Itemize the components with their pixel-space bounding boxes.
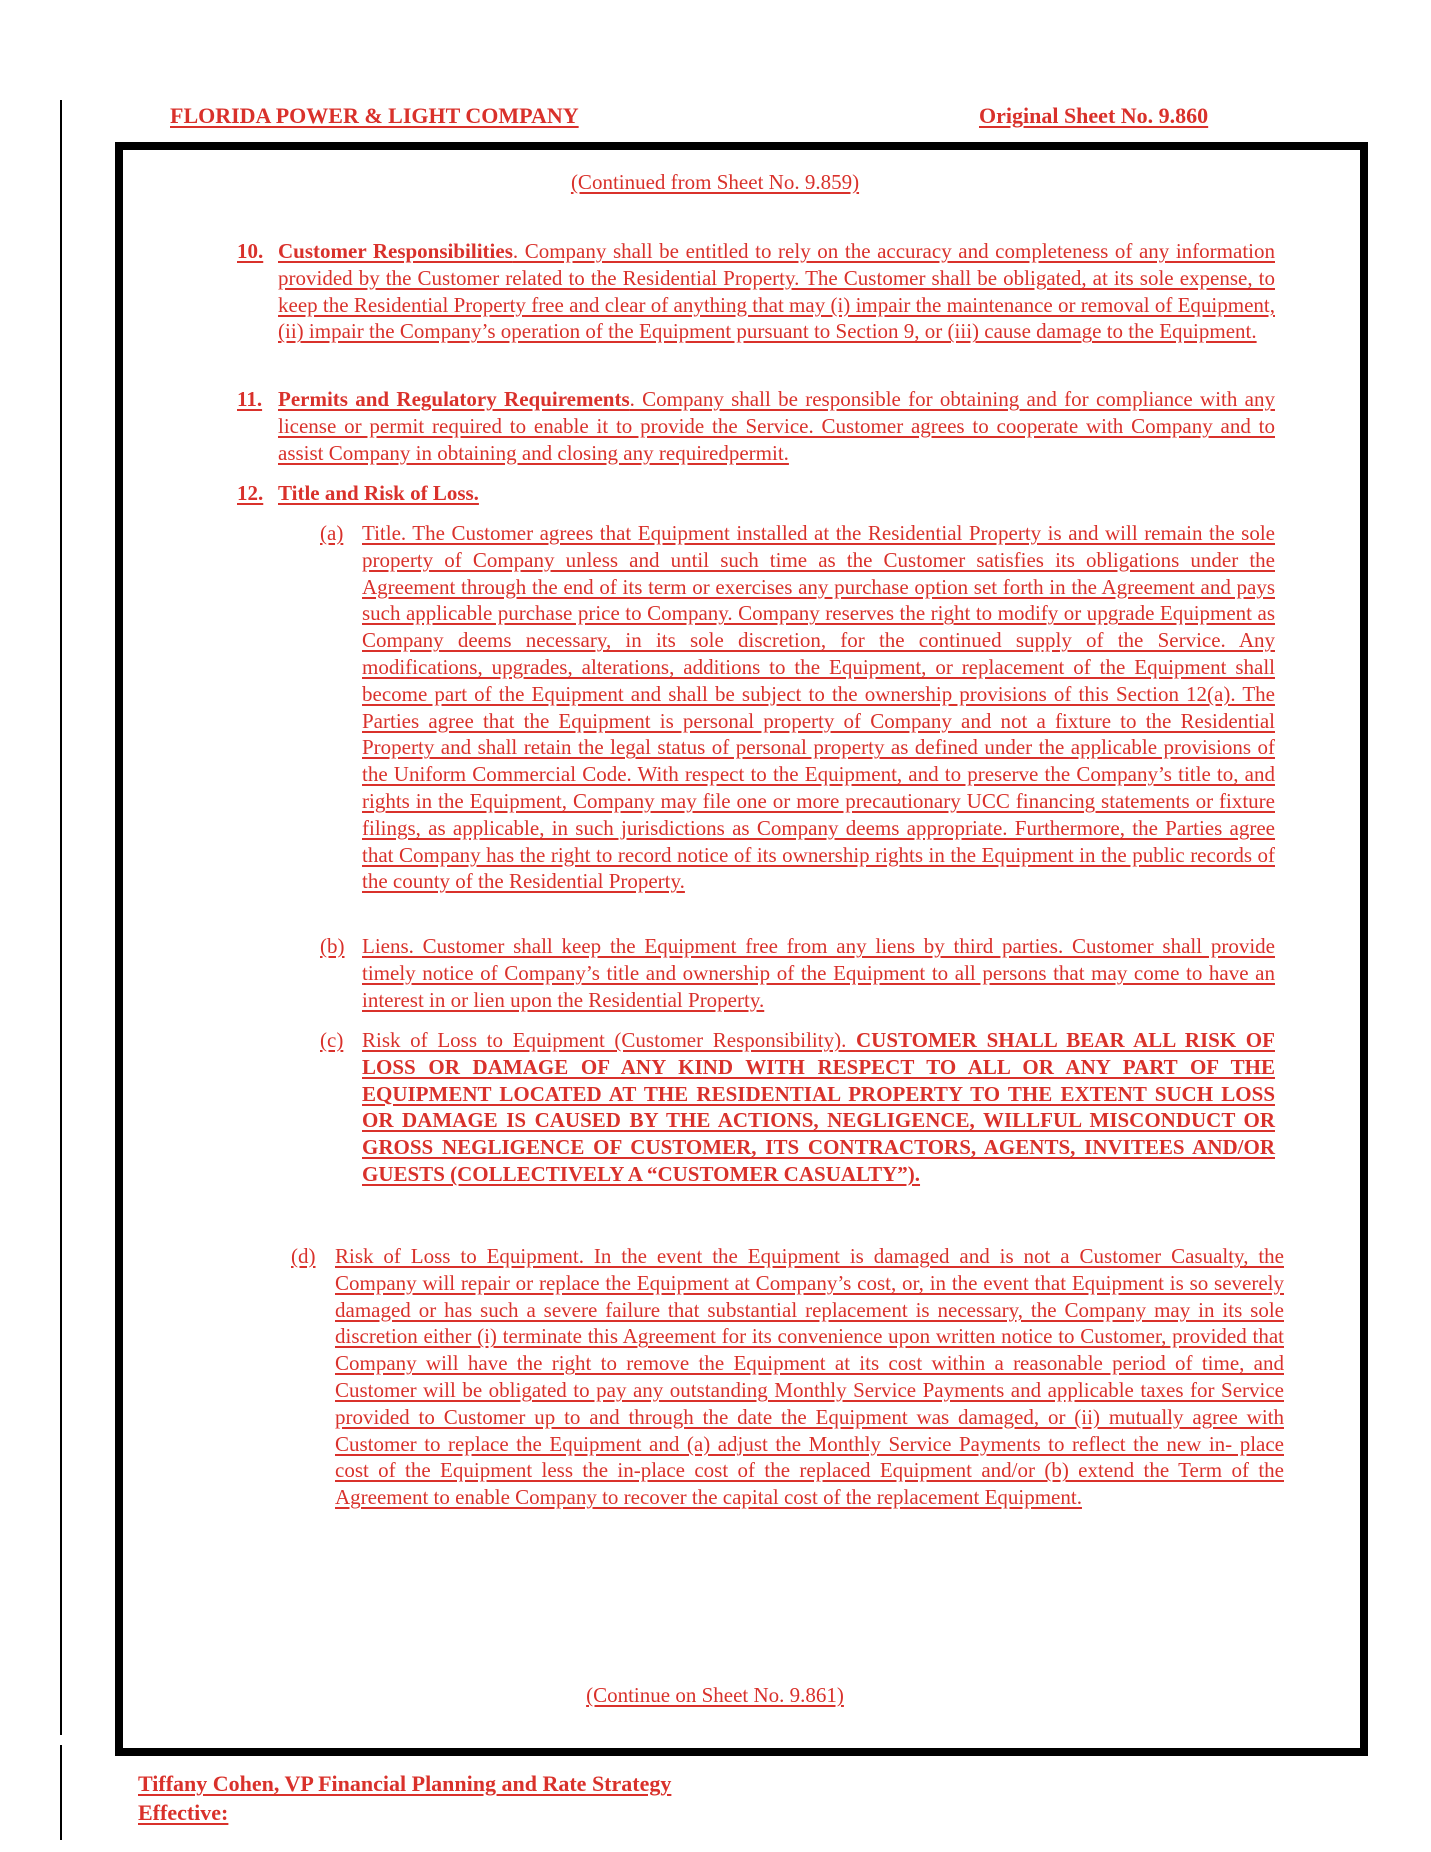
- subsection-b-label: (b): [320, 934, 345, 958]
- subsection-c-text: Risk of Loss to Equipment (Customer Responsibility).: [362, 1028, 856, 1052]
- section-12-number: 12.: [237, 481, 264, 505]
- section-11-number: 11.: [237, 387, 263, 411]
- company-name: FLORIDA POWER & LIGHT COMPANY: [170, 103, 579, 128]
- revision-bar-bottom: [60, 1745, 62, 1840]
- section-11-heading: Permits and Regulatory Requirements: [278, 387, 630, 411]
- subsection-c-label: (c): [320, 1028, 344, 1052]
- section-11: [237, 386, 1275, 466]
- subsection-a-text: Title. The Customer agrees that Equipment installed at the Residential Property is and will remain the sole property of Company unless and until such time as the Customer satisfies its obligations under the Agreement through the end of its term or exercises any purchase option set forth in the Agreement and pays such applicable purchase price to Company. Company reserves the right to modify or upgrade Equipment as Company deems necessary, in its sole discretion, for the continued supply of the Service. Any modifications, upgrades, alterations, additions to the Equipment, or replacement of the Equipment shall become part of the Equipment and shall be subject to the ownership provisions of this Section 12(a). The Parties agree that the Equipment is personal property of Company and not a fixture to the Residential Property and shall retain the legal status of personal property as defined under the applicable provisions of the Uniform Commercial Code. With respect to the Equipment, and to preserve the Company’s title to, and rights in the Equipment, Company may file one or more precautionary UCC financing statements or fixture filings, as applicable, in such jurisdictions as Company deems appropriate. Furthermore, the Parties agree that Company has the right to record notice of its ownership rights in the Equipment in the public records of the county of the Residential Property.: [362, 521, 1275, 894]
- subsection-a: [320, 520, 1275, 895]
- section-10: [237, 238, 1275, 345]
- section-10-heading: Customer Responsibilities: [278, 239, 513, 263]
- revision-bar-top: [60, 100, 62, 1735]
- section-12: [237, 480, 1275, 507]
- subsection-b: [320, 933, 1275, 1013]
- sheet-number: Original Sheet No. 9.860: [979, 103, 1209, 128]
- subsection-a-label: (a): [320, 521, 344, 545]
- section-12-heading: Title and Risk of Loss.: [278, 481, 479, 505]
- subsection-d-label: (d): [291, 1244, 316, 1268]
- subsection-c: [320, 1027, 1275, 1188]
- effective-date-label: Effective:: [138, 1800, 229, 1825]
- continue-on: (Continue on Sheet No. 9.861): [586, 1683, 844, 1707]
- section-10-number: 10.: [237, 239, 264, 263]
- subsection-c-caps: CUSTOMER SHALL BEAR ALL RISK OF LOSS OR DAMAGE OF ANY KIND WITH RESPECT TO ALL OR ANY PART OF THE EQUIPMENT LOCATED AT THE RESIDENTIAL PROPERTY TO THE EXTENT SUCH LOSS OR DAMAGE IS CAUSED BY THE ACTIONS, NEGLIGENCE, WILLFUL MISCONDUCT OR GROSS NEGLIGENCE OF CUSTOMER, ITS CONTRACTORS, AGENTS, INVITEES AND/OR GUESTS (COLLECTIVELY A “CUSTOMER CASUALTY”).: [362, 1028, 1275, 1186]
- continued-from: (Continued from Sheet No. 9.859): [570, 170, 860, 194]
- signatory-name: Tiffany Cohen, VP Financial Planning and Rate Strategy: [138, 1771, 672, 1796]
- section-10-text: . Company shall be entitled to rely on the accuracy and completeness of any information provided by the Customer related to the Residential Property. The Customer shall be obligated, at its sole expense, to keep the Residential Property free and clear of anything that may (i) impair the maintenance or removal of Equipment, (ii) impair the Company’s operation of the Equipment pursuant to Section 9, or (iii) cause damage to the Equipment.: [278, 239, 1275, 344]
- section-11-text: . Company shall be responsible for obtaining and for compliance with any license or permit required to enable it to provide the Service. Customer agrees to cooperate with Company and to assist Company in obtaining and closing any requiredpermit.: [278, 387, 1275, 465]
- subsection-b-text: Liens. Customer shall keep the Equipment free from any liens by third parties. Customer shall provide timely notice of Company’s title and ownership of the Equipment to all persons that may come to have an interest in or lien upon the Residential Property.: [362, 934, 1275, 1012]
- subsection-d: [291, 1243, 1284, 1511]
- subsection-d-text: Risk of Loss to Equipment. In the event the Equipment is damaged and is not a Customer Casualty, the Company will repair or replace the Equipment at Company’s cost, or, in the event that Equipment is so severely damaged or has such a severe failure that substantial replacement is necessary, the Company may in its sole discretion either (i) terminate this Agreement for its convenience upon written notice to Customer, provided that Company will have the right to remove the Equipment at its cost within a reasonable period of time, and Customer will be obligated to pay any outstanding Monthly Service Payments and applicable taxes for Service provided to Customer up to and through the date the Equipment was damaged, or (ii) mutually agree with Customer to replace the Equipment and (a) adjust the Monthly Service Payments to reflect the new in- place cost of the Equipment less the in-place cost of the replaced Equipment and/or (b) extend the Term of the Agreement to enable Company to recover the capital cost of the replacement Equipment.: [335, 1244, 1284, 1510]
